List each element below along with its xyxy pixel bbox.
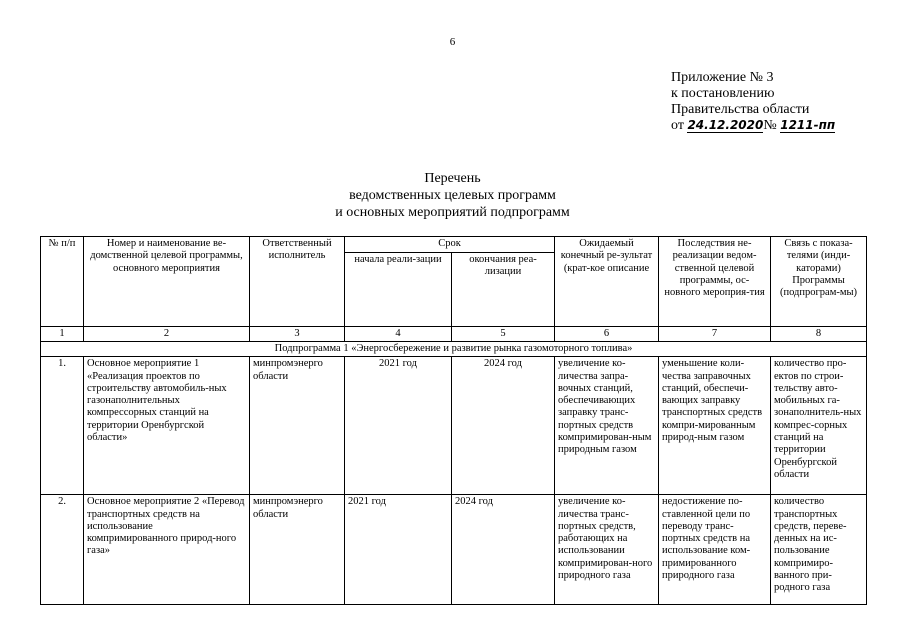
col-number: 7 <box>659 327 771 342</box>
number-label: № <box>763 118 777 133</box>
row-start: 2021 год <box>345 357 452 495</box>
header-name: Номер и наименование ве-домственной целевой программы, основного мероприятия <box>84 237 250 327</box>
col-number: 2 <box>84 327 250 342</box>
row-end: 2024 год <box>452 357 555 495</box>
document-title <box>0 170 905 221</box>
subprogram-title: Подпрограмма 1 «Энергосбережение и развитие рынка газомоторного топлива» <box>41 342 867 357</box>
header-start: начала реали-зации <box>345 253 452 327</box>
row-end: 2024 год <box>452 495 555 605</box>
row-link: количество транспортных средств, переве-денных на ис-пользование компримиро-ванного при-родного газа <box>771 495 867 605</box>
header-executor: Ответственный исполнитель <box>250 237 345 327</box>
row-link: количество про-ектов по строи-тельству авто-мобильных га-зонаполнитель-ных компрес-сорных станций на территории Оренбургской области <box>771 357 867 495</box>
appendix-date-line <box>671 118 835 134</box>
col-number: 3 <box>250 327 345 342</box>
programs-table <box>40 236 867 605</box>
header-end: окончания реа-лизации <box>452 253 555 327</box>
header-num: № п/п <box>41 237 84 327</box>
header-link: Связь с показа-телями (инди-каторами) Программы (подпрограм-мы) <box>771 237 867 327</box>
header-result: Ожидаемый конечный ре-зультат (крат-кое описание <box>555 237 659 327</box>
appendix-line-3: Правительства области <box>671 102 810 117</box>
page-number: 6 <box>449 36 456 48</box>
subprogram-row <box>41 342 867 357</box>
row-executor: минпромэнерго области <box>250 495 345 605</box>
col-number: 8 <box>771 327 867 342</box>
row-num: 2. <box>41 495 84 605</box>
title-line-1: Перечень <box>424 171 481 186</box>
row-consequences: уменьшение коли-чества заправочных станций, обеспечи-вающих заправку транспортных средств компри-мированным природ-ным газом <box>659 357 771 495</box>
col-number: 6 <box>555 327 659 342</box>
row-executor: минпромэнерго области <box>250 357 345 495</box>
header-consequences: Последствия не-реализации ведом-ственной целевой программы, ос-новного мероприя-тия <box>659 237 771 327</box>
row-start: 2021 год <box>345 495 452 605</box>
appendix-line-2: к постановлению <box>671 86 775 101</box>
row-result: увеличение ко-личества транс-портных средств, работающих на использовании компримирован-ного природного газа <box>555 495 659 605</box>
from-label: от <box>671 118 684 133</box>
table-row <box>41 495 867 605</box>
title-line-2: ведомственных целевых программ <box>349 188 556 203</box>
header-term: Срок <box>345 237 555 253</box>
header-row <box>41 237 867 253</box>
column-numbers-row <box>41 327 867 342</box>
row-consequences: недостижение по-ставленной цели по переводу транс-портных средств на использование ком-примированного природного газа <box>659 495 771 605</box>
row-name: Основное мероприятие 1 «Реализация проектов по строительству автомобиль-ных газонаполнительных компрессорных станций на территории Оренбургской области» <box>84 357 250 495</box>
col-number: 1 <box>41 327 84 342</box>
appendix-line-1: Приложение № 3 <box>671 70 774 85</box>
handwritten-number: 1211-пп <box>780 118 836 132</box>
col-number: 4 <box>345 327 452 342</box>
row-result: увеличение ко-личества запра-вочных станций, обеспечивающих заправку транс-портных средств компримирован-ным природным газом <box>555 357 659 495</box>
appendix-block <box>671 70 835 134</box>
col-number: 5 <box>452 327 555 342</box>
handwritten-date: 24.12.2020 <box>687 118 764 132</box>
row-name: Основное мероприятие 2 «Перевод транспортных средств на использование компримированного природ-ного газа» <box>84 495 250 605</box>
title-line-3: и основных мероприятий подпрограмм <box>335 205 570 220</box>
row-num: 1. <box>41 357 84 495</box>
table-row <box>41 357 867 495</box>
